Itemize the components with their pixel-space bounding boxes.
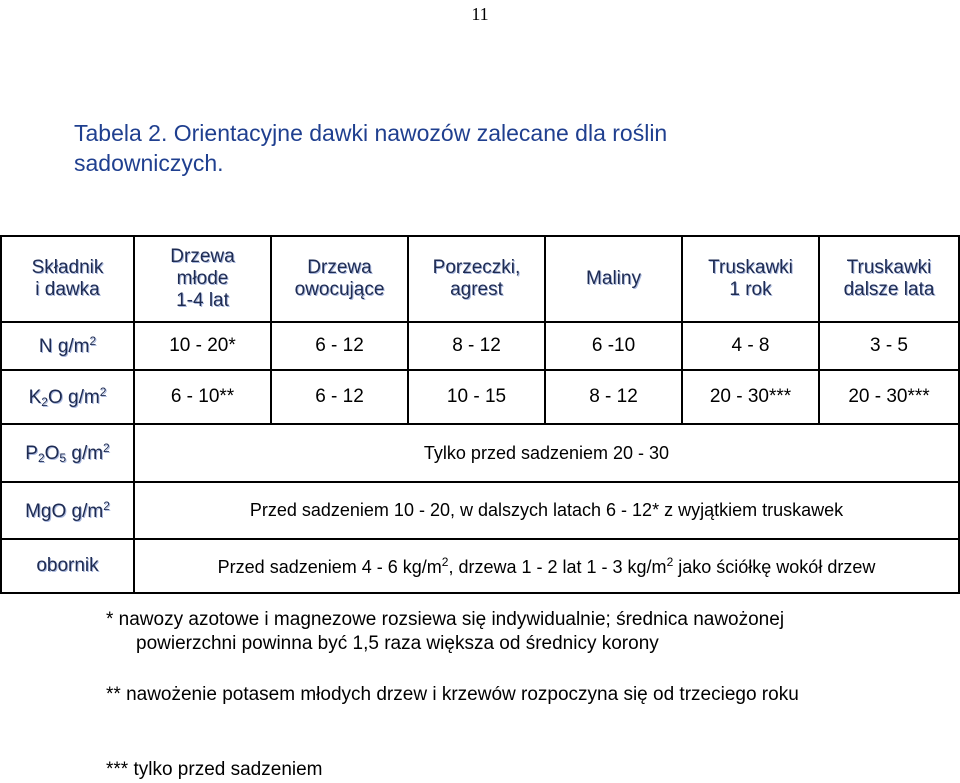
table-cell: 10 - 15 xyxy=(408,370,545,424)
table-cell: 6 -10 xyxy=(545,322,682,370)
row-label-obornik: obornik xyxy=(1,539,134,593)
footnote-triple-asterisk: *** tylko przed sadzeniem xyxy=(106,759,323,780)
footnote-single-asterisk: * nawozy azotowe i magnezowe rozsiewa się indywidualnie; średnica nawożonej powierzchni powinna być 1,5 raza większa od średnicy korony xyxy=(106,609,785,654)
table-cell-merged: Przed sadzeniem 10 - 20, w dalszych latach 6 - 12* z wyjątkiem truskawek xyxy=(134,482,959,539)
header-row xyxy=(1,236,959,322)
footnote-double-asterisk: ** nawożenie potasem młodych drzew i krzewów rozpoczyna się od trzeciego roku xyxy=(106,684,799,705)
page-number: 11 xyxy=(471,4,489,24)
table-cell: 6 - 12 xyxy=(271,370,408,424)
table-cell: 6 - 10** xyxy=(134,370,271,424)
row-label-mgo: MgO $g/m^2$ xyxy=(1,482,134,539)
table-cell: 6 - 12 xyxy=(271,322,408,370)
table-row-k2o xyxy=(1,370,959,424)
header-cell-fruiting-trees: Drzewa owocujące xyxy=(271,236,408,322)
table-row-mgo xyxy=(1,482,959,539)
header-cell-raspberries: Maliny xyxy=(545,236,682,322)
table-cell: 20 - 30*** xyxy=(819,370,959,424)
fertilizer-table xyxy=(0,235,960,594)
header-cell-strawberries-later: Truskawki dalsze lata xyxy=(819,236,959,322)
table-cell-merged: Tylko przed sadzeniem 20 - 30 xyxy=(134,424,959,482)
table-caption: Tabela 2. Orientacyjne dawki nawozów zalecane dla roślin sadowniczych. xyxy=(74,120,668,176)
table-cell: 4 - 8 xyxy=(682,322,819,370)
table-row-p2o5 xyxy=(1,424,959,482)
table-cell: 8 - 12 xyxy=(545,370,682,424)
header-cell-strawberries-first-year: Truskawki 1 rok xyxy=(682,236,819,322)
table-cell: 3 - 5 xyxy=(819,322,959,370)
header-cell-currants: Porzeczki, agrest xyxy=(408,236,545,322)
table-row-n xyxy=(1,322,959,370)
row-label-n: N $g/m^2$ xyxy=(1,322,134,370)
table-cell: 20 - 30*** xyxy=(682,370,819,424)
table-cell-merged: Przed sadzeniem 4 - 6 $kg/m^2$, drzewa 1 - 2 lat 1 - 3 $kg/m^2$ jako ściółkę wokół drzew xyxy=(134,539,959,593)
header-cell-young-trees: Drzewa młode 1-4 lat xyxy=(134,236,271,322)
table-cell: 10 - 20* xyxy=(134,322,271,370)
table-cell: 8 - 12 xyxy=(408,322,545,370)
table-row-obornik xyxy=(1,539,959,593)
header-cell-ingredient: Składnik i dawka xyxy=(1,236,134,322)
row-label-k2o: $K_2O$ $g/m^2$ xyxy=(1,370,134,424)
row-label-p2o5: $P_2O_5$ $g/m^2$ xyxy=(1,424,134,482)
